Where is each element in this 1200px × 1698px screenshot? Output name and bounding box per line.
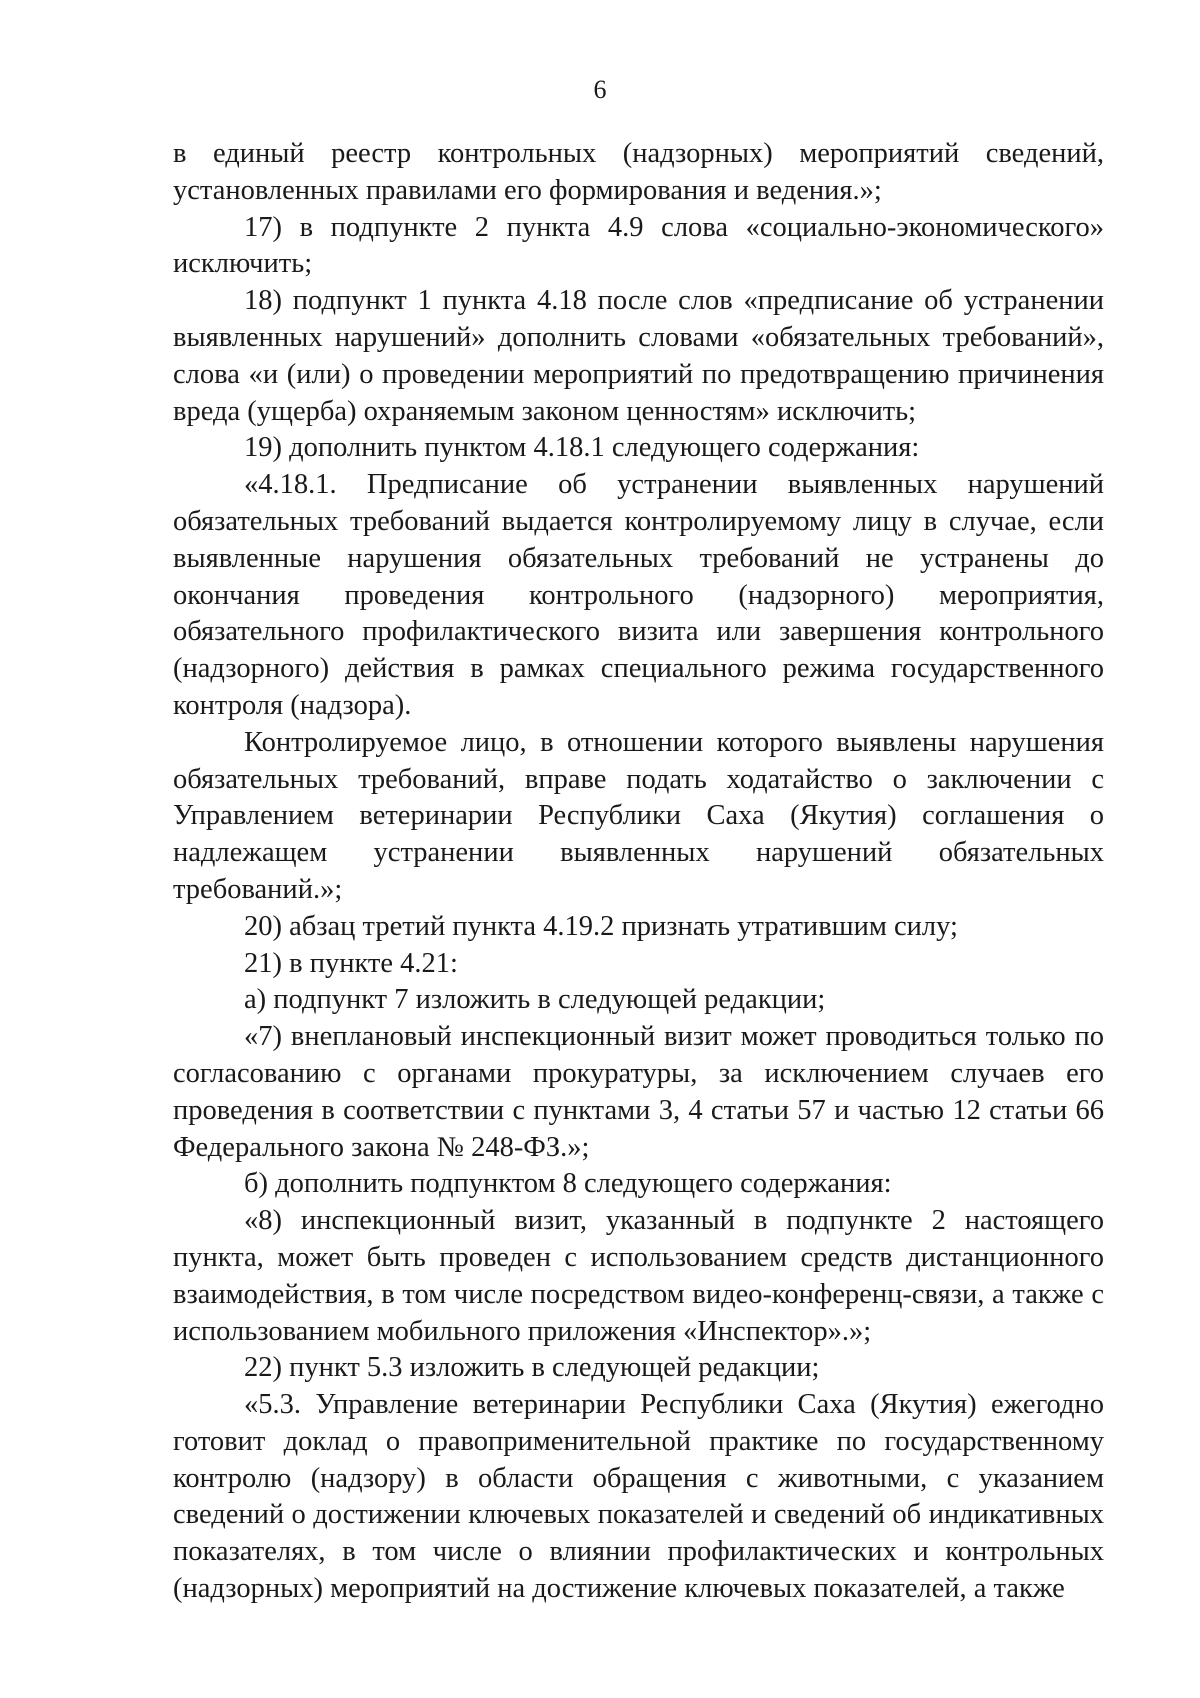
paragraph-continuation: в единый реестр контрольных (надзорных) мероприятий сведений, установленных правилами его формирования и ведения.»; — [173, 138, 1104, 206]
paragraph-subitem-a: а) подпункт 7 изложить в следующей редакции; — [244, 984, 826, 1016]
paragraph-item-22: 22) пункт 5.3 изложить в следующей редакции; — [244, 1352, 820, 1384]
page-number: 6 — [593, 75, 607, 104]
paragraph-clause-4-18-1: «4.18.1. Предписание об устранении выявленных нарушений обязательных требований выдается контролируемому лицу в случае, если выявленные нарушения обязательных требований не устранены до окончания проведения контрольного (надзорного) мероприятия, обязательного профилактического визита или завершения контрольного (надзорного) действия в рамках специального режима государственного контроля (надзора). — [173, 469, 1104, 721]
paragraph-item-20: 20) абзац третий пункта 4.19.2 признать утратившим силу; — [244, 910, 958, 942]
paragraph-subitem-b: б) дополнить подпунктом 8 следующего содержания: — [244, 1168, 892, 1200]
paragraph-item-19: 19) дополнить пунктом 4.18.1 следующего содержания: — [244, 432, 920, 464]
paragraph-subclause-7: «7) внеплановый инспекционный визит может проводиться только по согласованию с органами прокуратуры, за исключением случаев его проведения в соответствии с пунктами 3, 4 статьи 57 и частью 12 статьи 66 Федерального закона № 248-ФЗ.»; — [173, 1021, 1104, 1163]
document-body — [173, 136, 1104, 1608]
paragraph-clause-5-3: «5.3. Управление ветеринарии Республики Саха (Якутия) ежегодно готовит доклад о правоприменительной практике по государственному контролю (надзору) в области обращения с животными, с указанием сведений о достижении ключевых показателей и сведений об индикативных показателях, в том числе о влиянии профилактических и контрольных (надзорных) мероприятий на достижение ключевых показателей, а также — [173, 1389, 1104, 1605]
paragraph-subclause-8: «8) инспекционный визит, указанный в подпункте 2 настоящего пункта, может быть проведен с использованием средств дистанционного взаимодействия, в том числе посредством видео-конференц-связи, а также с использованием мобильного приложения «Инспектор».»; — [173, 1205, 1104, 1347]
paragraph-item-21: 21) в пункте 4.21: — [244, 947, 458, 979]
paragraph-item-17: 17) в подпункте 2 пункта 4.9 слова «социально-экономического» исключить; — [173, 211, 1104, 280]
paragraph-item-18: 18) подпункт 1 пункта 4.18 после слов «предписание об устранении выявленных нарушений» дополнить словами «обязательных требований», слова «и (или) о проведении мероприятий по предотвращению причинения вреда (ущерба) охраняемым законом ценностям» исключить; — [173, 285, 1104, 427]
paragraph-controlled-person: Контролируемое лицо, в отношении которого выявлены нарушения обязательных требований, вправе подать ходатайство о заключении с Управлением ветеринарии Республики Саха (Якутия) соглашения о надлежащем устранении выявленных нарушений обязательных требований.»; — [173, 726, 1104, 905]
